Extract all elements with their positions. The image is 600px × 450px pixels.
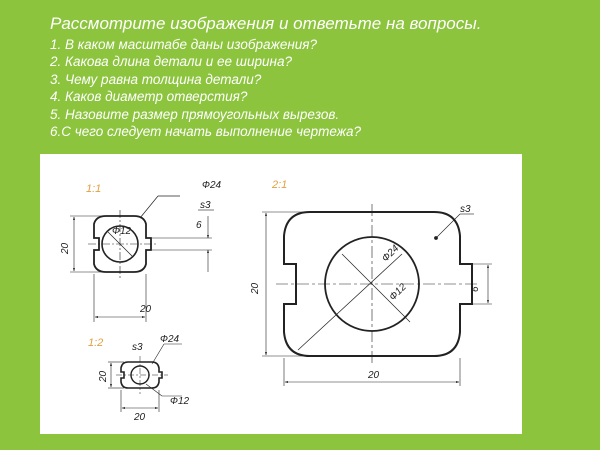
- dim-hole-diameter-2: Ф12: [387, 281, 409, 303]
- questions-title: Рассмотрите изображения и ответьте на вопросы.: [50, 14, 482, 33]
- dim-height-2: 20: [250, 282, 261, 294]
- dim-slot-1: 6: [196, 220, 202, 231]
- dim-outer-diameter-3: Ф24: [160, 334, 180, 345]
- dim-thickness-1: s3: [200, 200, 211, 211]
- question-5: 5. Назовите размер прямоугольных вырезов.: [50, 106, 340, 122]
- dim-width-1: 20: [140, 304, 152, 315]
- drawing-sheet: [40, 154, 522, 434]
- questions-block: [50, 14, 590, 140]
- question-3: 3. Чему равна толщина детали?: [50, 71, 262, 87]
- dim-hole-diameter-1: Ф12: [112, 226, 132, 237]
- dim-height-3: 20: [98, 370, 109, 382]
- dim-height-1: 20: [60, 242, 71, 254]
- dim-thickness-3: s3: [132, 342, 143, 353]
- scale-label-3: 1:2: [88, 337, 104, 349]
- question-4: 4. Каков диаметр отверстия?: [50, 89, 248, 105]
- view-scale-2-1: [262, 204, 492, 386]
- scale-label-1: 1:1: [86, 183, 102, 195]
- technical-drawing: [40, 154, 522, 434]
- dim-outer-diameter-2: Ф24: [380, 243, 402, 265]
- question-2: 2. Какова длина детали и ее ширина?: [50, 54, 292, 70]
- dim-outer-diameter-1: Ф24: [202, 180, 222, 191]
- dim-width-3: 20: [134, 412, 146, 423]
- dim-hole-diameter-3: Ф12: [170, 396, 190, 407]
- question-1: 1. В каком масштабе даны изображения?: [50, 37, 317, 52]
- dim-slot-2: 6: [470, 286, 481, 292]
- scale-label-2: 2:1: [272, 179, 288, 191]
- question-6: 6.С чего следует начать выполнение чертежа?: [50, 124, 362, 140]
- dim-thickness-2: s3: [460, 204, 471, 215]
- dim-width-2: 20: [368, 370, 380, 381]
